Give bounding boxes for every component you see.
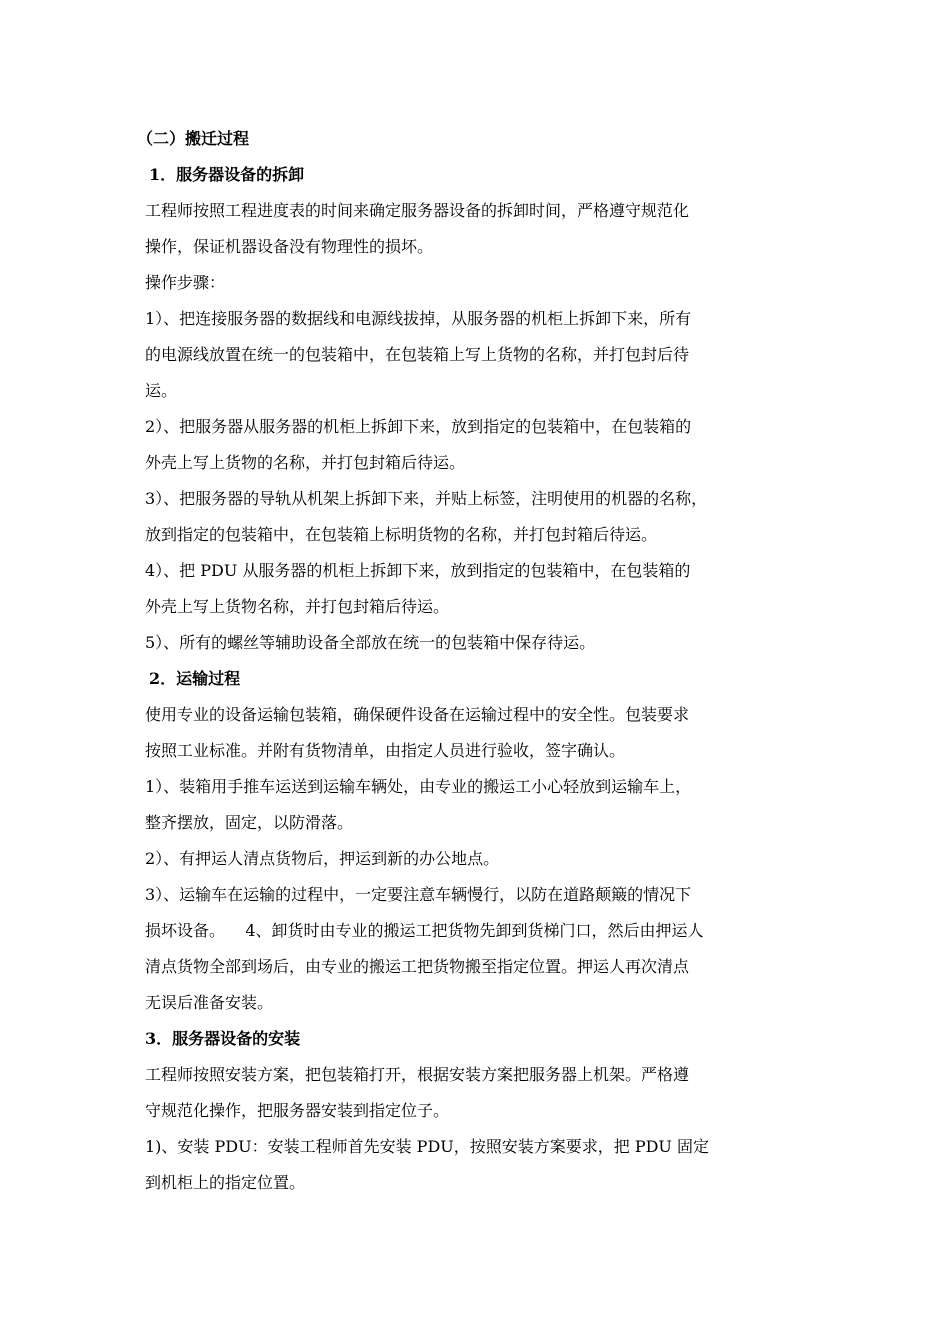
paragraph-line: 工程师按照工程进度表的时间来确定服务器设备的拆卸时间，严格遵守规范化 bbox=[145, 201, 690, 220]
transport-step-3-line: 损坏设备。 4、卸货时由专业的搬运工把货物先卸到货梯门口，然后由押运人 bbox=[145, 921, 704, 940]
paragraph-line: 操作，保证机器设备没有物理性的损坏。 bbox=[145, 237, 434, 256]
heading-install: 3．服务器设备的安装 bbox=[145, 1029, 301, 1048]
transport-step-3-line: 无误后准备安装。 bbox=[145, 993, 274, 1012]
transport-step-1-line: 整齐摆放，固定，以防滑落。 bbox=[145, 813, 354, 832]
step-2-line: 外壳上写上货物的名称，并打包封箱后待运。 bbox=[145, 453, 466, 472]
paragraph-line: 工程师按照安装方案，把包装箱打开，根据安装方案把服务器上机架。严格遵 bbox=[145, 1065, 690, 1084]
section-title: （二）搬迁过程 bbox=[137, 129, 250, 148]
paragraph-line: 按照工业标准。并附有货物清单，由指定人员进行验收，签字确认。 bbox=[145, 741, 626, 760]
step-5-line: 5）、所有的螺丝等辅助设备全部放在统一的包装箱中保存待运。 bbox=[145, 633, 596, 652]
paragraph-line: 使用专业的设备运输包装箱，确保硬件设备在运输过程中的安全性。包装要求 bbox=[145, 705, 690, 724]
document-body bbox=[137, 121, 815, 1201]
step-1-line: 的电源线放置在统一的包装箱中，在包装箱上写上货物的名称，并打包封后待 bbox=[145, 345, 690, 364]
steps-label: 操作步骤： bbox=[145, 273, 226, 292]
step-3-line: 3）、把服务器的导轨从机架上拆卸下来，并贴上标签，注明使用的机器的名称， bbox=[145, 489, 708, 508]
transport-step-3-line: 清点货物全部到场后，由专业的搬运工把货物搬至指定位置。押运人再次清点 bbox=[145, 957, 690, 976]
transport-step-3-line: 3）、运输车在运输的过程中，一定要注意车辆慢行，以防在道路颠簸的情况下 bbox=[145, 885, 692, 904]
install-step-1-line: 到机柜上的指定位置。 bbox=[145, 1173, 306, 1192]
transport-step-2-line: 2）、有押运人清点货物后，押运到新的办公地点。 bbox=[145, 849, 500, 868]
step-4-line: 4）、把 PDU 从服务器的机柜上拆卸下来，放到指定的包装箱中，在包装箱的 bbox=[145, 561, 691, 580]
transport-step-1-line: 1）、装箱用手推车运送到运输车辆处，由专业的搬运工小心轻放到运输车上， bbox=[145, 777, 692, 796]
step-1-line: 运。 bbox=[145, 381, 178, 400]
step-1-line: 1）、把连接服务器的数据线和电源线拔掉，从服务器的机柜上拆卸下来，所有 bbox=[145, 309, 692, 328]
install-step-1-line: 1)、安装 PDU：安装工程师首先安装 PDU，按照安装方案要求，把 PDU 固定 bbox=[145, 1137, 710, 1156]
heading-transport: 2．运输过程 bbox=[149, 669, 241, 688]
step-2-line: 2）、把服务器从服务器的机柜上拆卸下来，放到指定的包装箱中，在包装箱的 bbox=[145, 417, 692, 436]
paragraph-line: 守规范化操作，把服务器安装到指定位子。 bbox=[145, 1101, 450, 1120]
heading-dismantle: 1．服务器设备的拆卸 bbox=[149, 165, 305, 184]
step-4-line: 外壳上写上货物名称，并打包封箱后待运。 bbox=[145, 597, 450, 616]
step-3-line: 放到指定的包装箱中，在包装箱上标明货物的名称，并打包封箱后待运。 bbox=[145, 525, 658, 544]
